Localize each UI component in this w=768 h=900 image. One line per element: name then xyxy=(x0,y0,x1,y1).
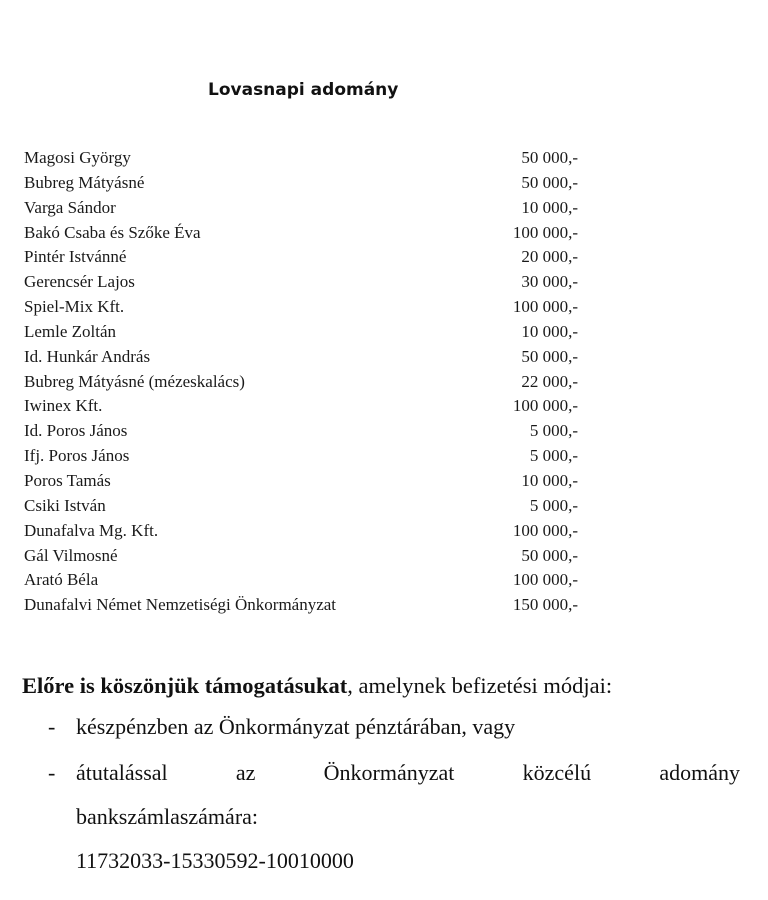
donation-amount: 30 000,- xyxy=(521,272,578,292)
bank-account-label: bankszámlaszámára: xyxy=(76,804,259,829)
donor-name: Iwinex Kft. xyxy=(24,396,103,416)
donor-name: Gál Vilmosné xyxy=(24,545,118,565)
donation-row xyxy=(24,270,584,295)
bullet-dash: - xyxy=(48,714,56,739)
donation-row xyxy=(24,394,584,419)
thanks-rest: , amelynek befizetési módjai: xyxy=(347,673,613,698)
donation-row xyxy=(24,593,584,618)
donation-row xyxy=(24,469,584,494)
donor-name: Lemle Zoltán xyxy=(24,321,117,341)
donor-name: Id. Hunkár András xyxy=(24,346,151,366)
donation-row xyxy=(24,444,584,469)
document-title: Lovasnapi adomány xyxy=(208,80,399,100)
donor-name: Dunafalvi Német Nemzetiségi Önkormányzat xyxy=(24,595,337,615)
donor-name: Pintér Istvánné xyxy=(24,247,127,267)
donor-name: Id. Poros János xyxy=(24,421,128,441)
donation-row xyxy=(24,295,584,320)
donation-row xyxy=(24,544,584,569)
donation-amount: 5 000,- xyxy=(529,495,578,515)
donor-name: Csiki István xyxy=(24,495,106,515)
donation-row xyxy=(24,320,584,345)
payment-option-transfer-text xyxy=(76,760,740,786)
donation-amount: 100 000,- xyxy=(512,520,578,540)
donation-amount: 100 000,- xyxy=(512,396,578,416)
donor-name: Dunafalva Mg. Kft. xyxy=(24,520,159,540)
payment-option-cash-text: készpénzben az Önkormányzat pénztárában, vagy xyxy=(76,714,516,739)
donation-row xyxy=(24,221,584,246)
donation-amount: 50 000,- xyxy=(521,172,578,192)
transfer-word: az xyxy=(235,760,256,785)
transfer-word: közcélú xyxy=(522,760,592,785)
donation-row xyxy=(24,171,584,196)
donation-amount: 50 000,- xyxy=(521,346,578,366)
donation-amount: 100 000,- xyxy=(512,570,578,590)
thanks-bold: Előre is köszönjük támogatásukat xyxy=(22,673,348,698)
transfer-word: átutalással xyxy=(76,760,168,785)
donation-amount: 10 000,- xyxy=(521,470,578,490)
payment-option-transfer xyxy=(0,760,768,790)
donation-row xyxy=(24,146,584,171)
donor-name: Bakó Csaba és Szőke Éva xyxy=(24,222,201,242)
bank-account-number: 11732033-15330592-10010000 xyxy=(76,848,354,873)
donation-row xyxy=(24,419,584,444)
donation-amount: 50 000,- xyxy=(521,545,578,565)
donation-row xyxy=(24,245,584,270)
donor-name: Bubreg Mátyásné (mézeskalács) xyxy=(24,371,245,391)
payment-account-row xyxy=(0,848,768,878)
transfer-word: Önkormányzat xyxy=(323,760,455,785)
donor-name: Arató Béla xyxy=(24,570,99,590)
donation-row xyxy=(24,494,584,519)
donation-row xyxy=(24,370,584,395)
donor-name: Magosi György xyxy=(24,148,131,167)
payment-option-cash xyxy=(0,714,768,744)
donation-amount: 100 000,- xyxy=(512,297,578,317)
donor-name: Poros Tamás xyxy=(24,470,111,490)
donation-amount: 50 000,- xyxy=(521,148,578,167)
payment-transfer-continued xyxy=(0,804,768,834)
donor-name: Ifj. Poros János xyxy=(24,446,130,466)
donor-name: Varga Sándor xyxy=(24,197,116,217)
donor-name: Bubreg Mátyásné xyxy=(24,172,145,192)
donation-row xyxy=(24,196,584,221)
donation-amount: 5 000,- xyxy=(529,421,578,441)
donation-amount: 10 000,- xyxy=(521,321,578,341)
donor-name: Gerencsér Lajos xyxy=(24,272,135,292)
donation-row xyxy=(24,519,584,544)
donation-amount: 100 000,- xyxy=(512,222,578,242)
bullet-dash: - xyxy=(48,760,56,785)
donation-row xyxy=(24,345,584,370)
donation-amount: 150 000,- xyxy=(512,595,578,615)
transfer-word: adomány xyxy=(659,760,740,785)
donor-name: Spiel-Mix Kft. xyxy=(24,297,125,317)
donation-amount: 20 000,- xyxy=(521,247,578,267)
donation-amount: 5 000,- xyxy=(529,446,578,466)
donation-amount: 10 000,- xyxy=(521,197,578,217)
donation-row xyxy=(24,568,584,593)
donation-list xyxy=(24,146,584,618)
thanks-sentence xyxy=(22,673,612,699)
donation-amount: 22 000,- xyxy=(521,371,578,391)
